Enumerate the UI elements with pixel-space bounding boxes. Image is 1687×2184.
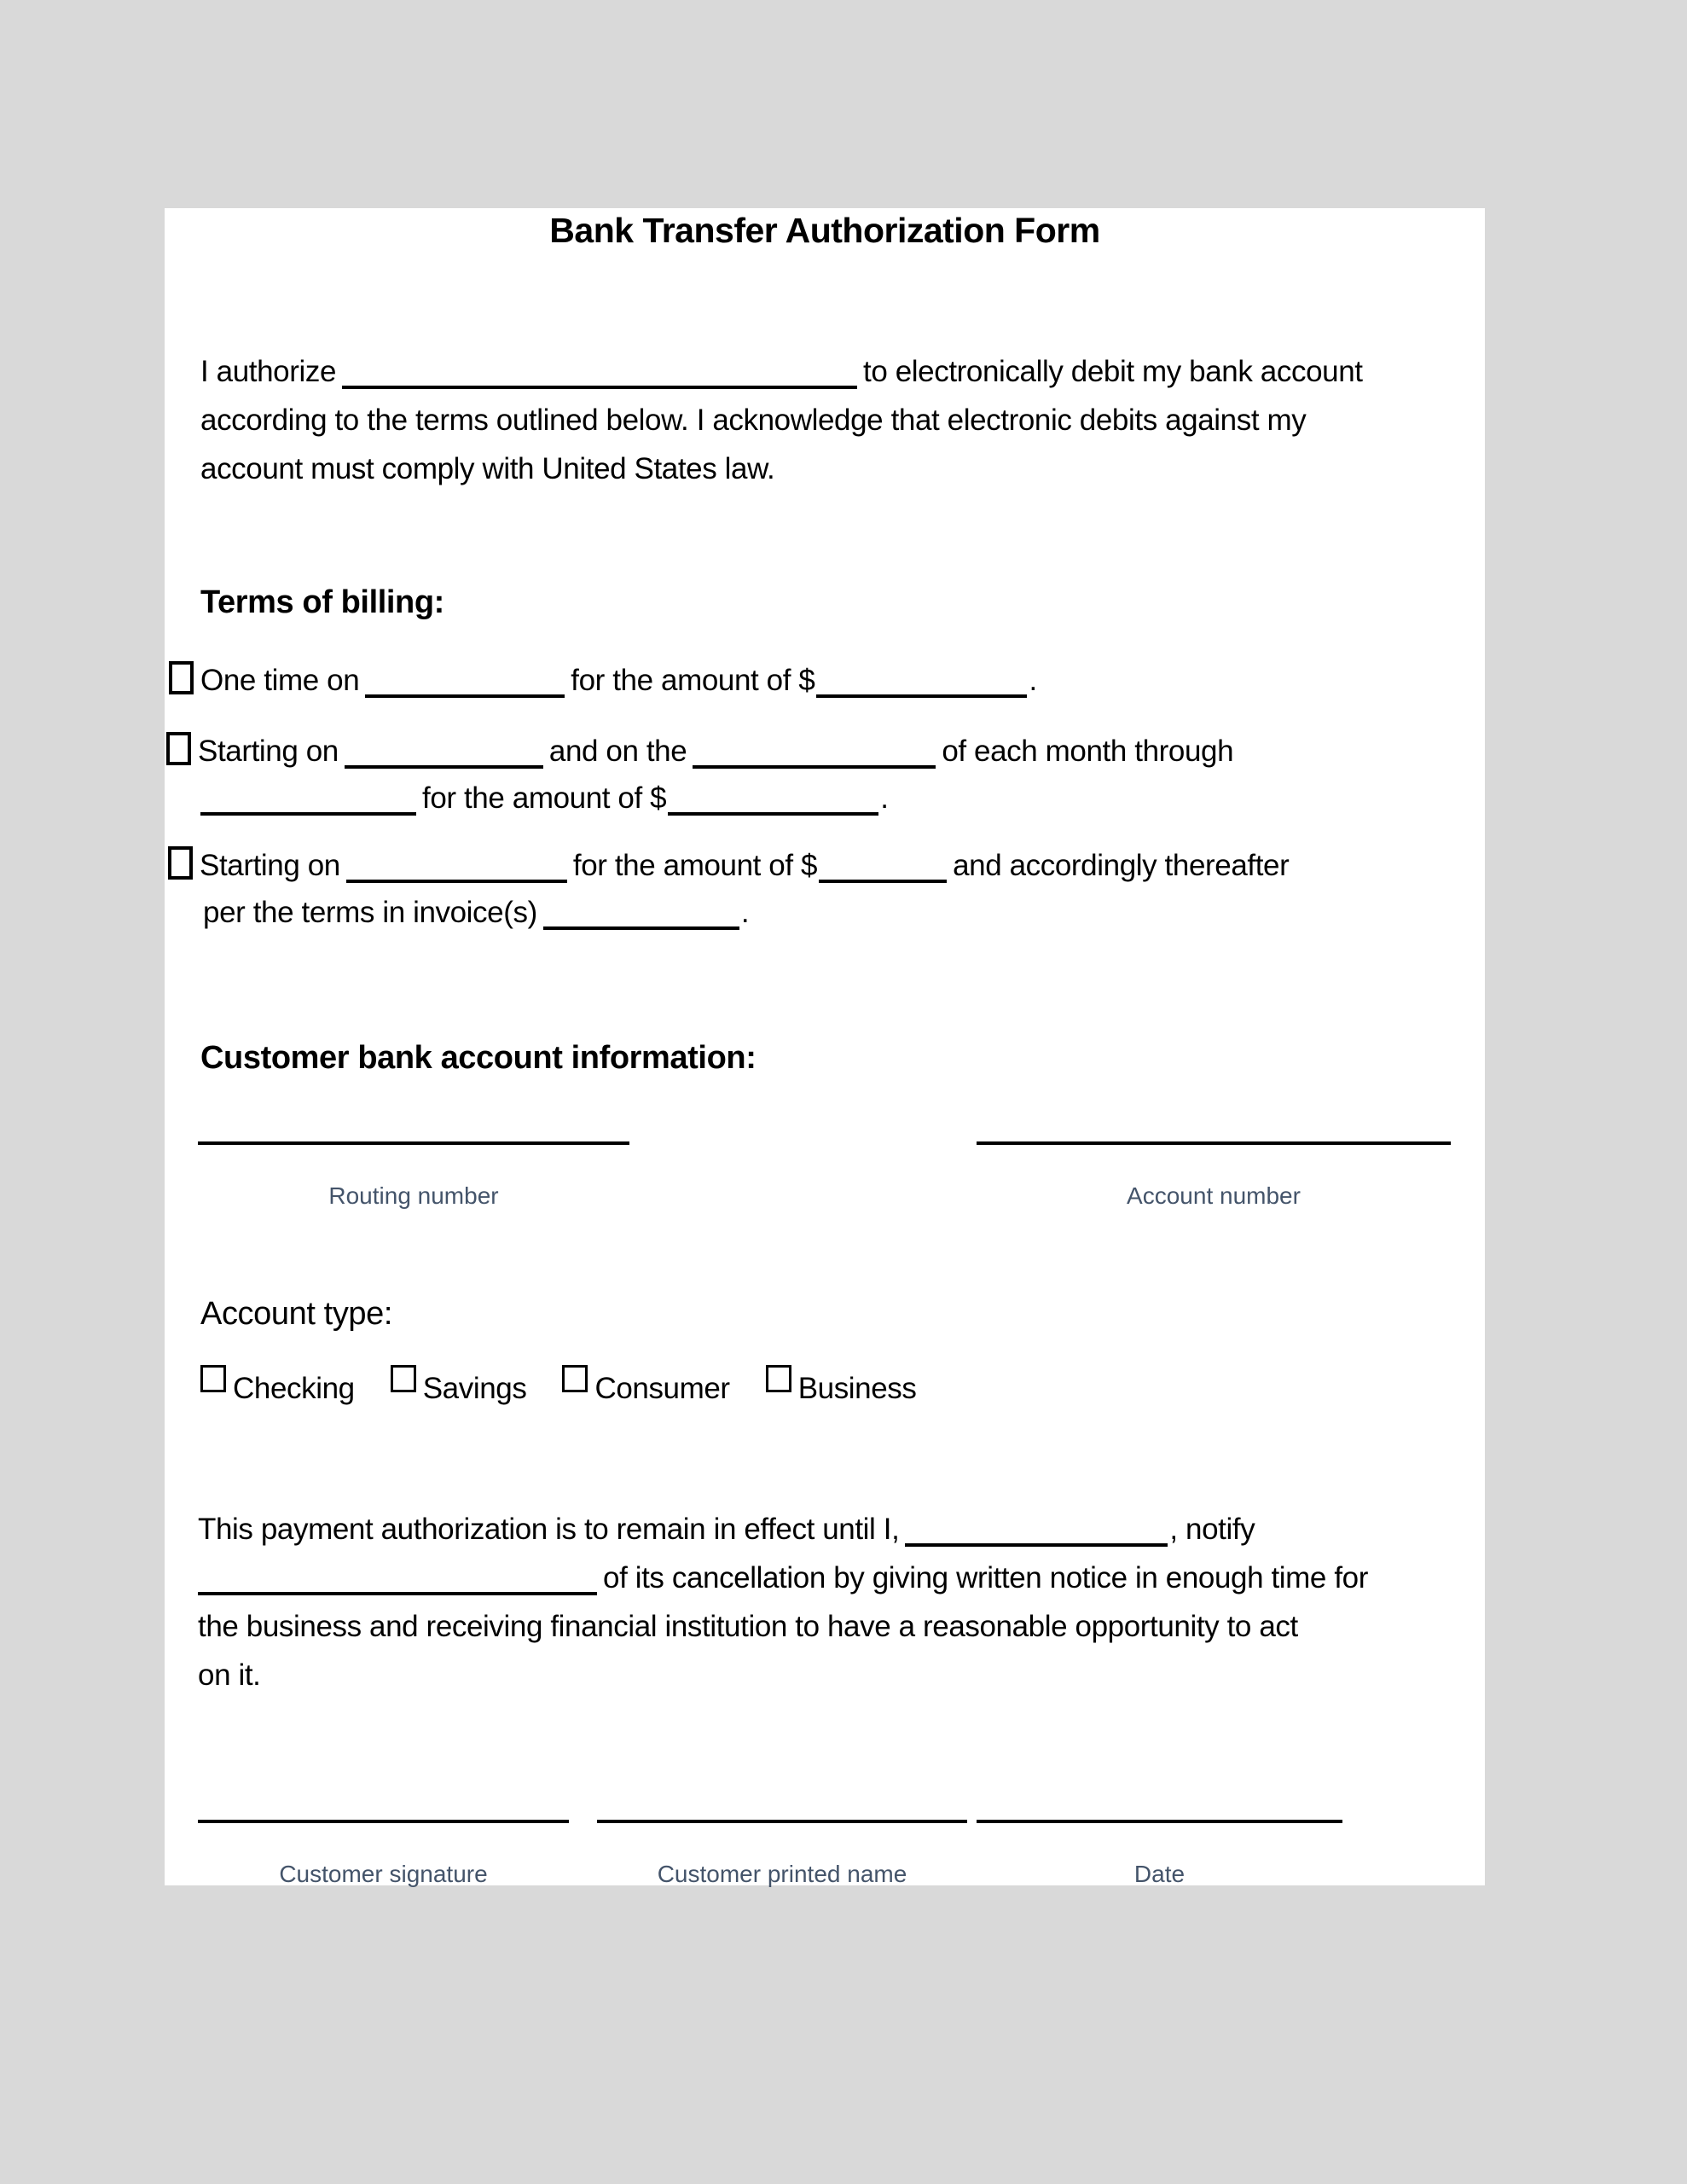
document-page [165,208,1485,1885]
recurring-amount-blank[interactable] [819,845,947,883]
date-line[interactable] [977,1820,1342,1823]
routing-number-line[interactable] [198,1141,629,1145]
bank-info-heading: Customer bank account information: [200,1040,757,1076]
opt3-line2-pre: per the terms in invoice(s) [203,896,537,929]
recurring-checkbox-icon[interactable] [168,846,193,880]
term-option-one-time [169,656,1037,705]
monthly-through-date-blank[interactable] [200,778,416,816]
account-type-option-consumer [562,1364,729,1413]
effect-line3: the business and receiving financial institution to have a reasonable opportunity to act [198,1610,1298,1643]
account-type-option-business [766,1364,917,1413]
one-time-date-blank[interactable] [365,660,565,698]
customer-signature-line[interactable] [198,1820,569,1823]
consumer-label: Consumer [594,1372,730,1405]
opt3-pre: Starting on [200,849,340,882]
customer-printed-name-label: Customer printed name [657,1861,907,1887]
intro-line3: account must comply with United States law. [200,452,775,485]
intro-line2: according to the terms outlined below. I acknowledge that electronic debits against my [200,404,1307,437]
checking-label: Checking [233,1372,355,1405]
term-option-recurring [168,841,1289,890]
page-title: Bank Transfer Authorization Form [549,211,1100,250]
opt2-line2-mid: for the amount of $ [422,781,667,815]
account-type-option-checking [200,1364,355,1413]
opt3-mid: for the amount of $ [572,849,818,882]
account-type-option-savings [391,1364,527,1413]
checking-checkbox-icon[interactable] [200,1365,226,1392]
opt2-mid2: of each month through [942,735,1234,768]
opt1-end: . [1029,664,1037,697]
intro-paragraph [200,347,1363,493]
effect-paragraph [198,1505,1368,1699]
term-option-recurring-line2 [203,888,749,937]
invoice-number-blank[interactable] [543,892,739,930]
opt2-end: . [880,781,889,815]
account-type-options [200,1364,917,1413]
terms-of-billing-heading: Terms of billing: [200,584,444,620]
monthly-amount-blank[interactable] [668,778,878,816]
customer-name-blank[interactable] [905,1509,1168,1547]
account-number-field [977,1141,1451,1210]
notify-party-blank[interactable] [198,1558,597,1595]
date-field [977,1820,1342,1888]
effect-line2-post: of its cancellation by giving written notice in enough time for [603,1561,1368,1594]
customer-signature-field [198,1820,569,1888]
term-option-monthly [166,727,1233,775]
account-number-line[interactable] [977,1141,1451,1145]
savings-checkbox-icon[interactable] [391,1365,416,1392]
opt2-pre: Starting on [198,735,339,768]
opt2-mid1: and on the [548,735,687,768]
routing-number-label: Routing number [328,1182,499,1209]
term-option-monthly-line2 [200,774,889,822]
customer-signature-label: Customer signature [279,1861,488,1887]
one-time-amount-blank[interactable] [816,660,1027,698]
routing-number-field [198,1141,629,1210]
monthly-day-blank[interactable] [693,731,936,769]
consumer-checkbox-icon[interactable] [562,1365,588,1392]
opt3-end: . [740,896,750,929]
monthly-start-date-blank[interactable] [345,731,543,769]
business-checkbox-icon[interactable] [766,1365,791,1392]
date-label: Date [1133,1861,1186,1887]
customer-printed-name-field [597,1820,967,1888]
opt1-pre: One time on [200,664,360,697]
opt1-mid: for the amount of $ [571,664,815,697]
account-type-heading: Account type: [200,1296,393,1332]
one-time-checkbox-icon[interactable] [169,661,194,694]
business-label: Business [797,1372,917,1405]
savings-label: Savings [422,1372,527,1405]
effect-line1-pre: This payment authorization is to remain in effect until I, [198,1513,900,1546]
intro-line1-post: to electronically debit my bank account [863,355,1363,388]
effect-line4: on it. [198,1658,261,1692]
effect-line1-post: , notify [1169,1513,1255,1546]
recurring-start-date-blank[interactable] [346,845,567,883]
authorized-party-blank[interactable] [342,351,857,389]
opt3-post: and accordingly thereafter [953,849,1290,882]
intro-line1-pre: I authorize [200,355,337,388]
monthly-checkbox-icon[interactable] [166,732,191,765]
account-number-label: Account number [1127,1182,1301,1209]
customer-printed-name-line[interactable] [597,1820,967,1823]
